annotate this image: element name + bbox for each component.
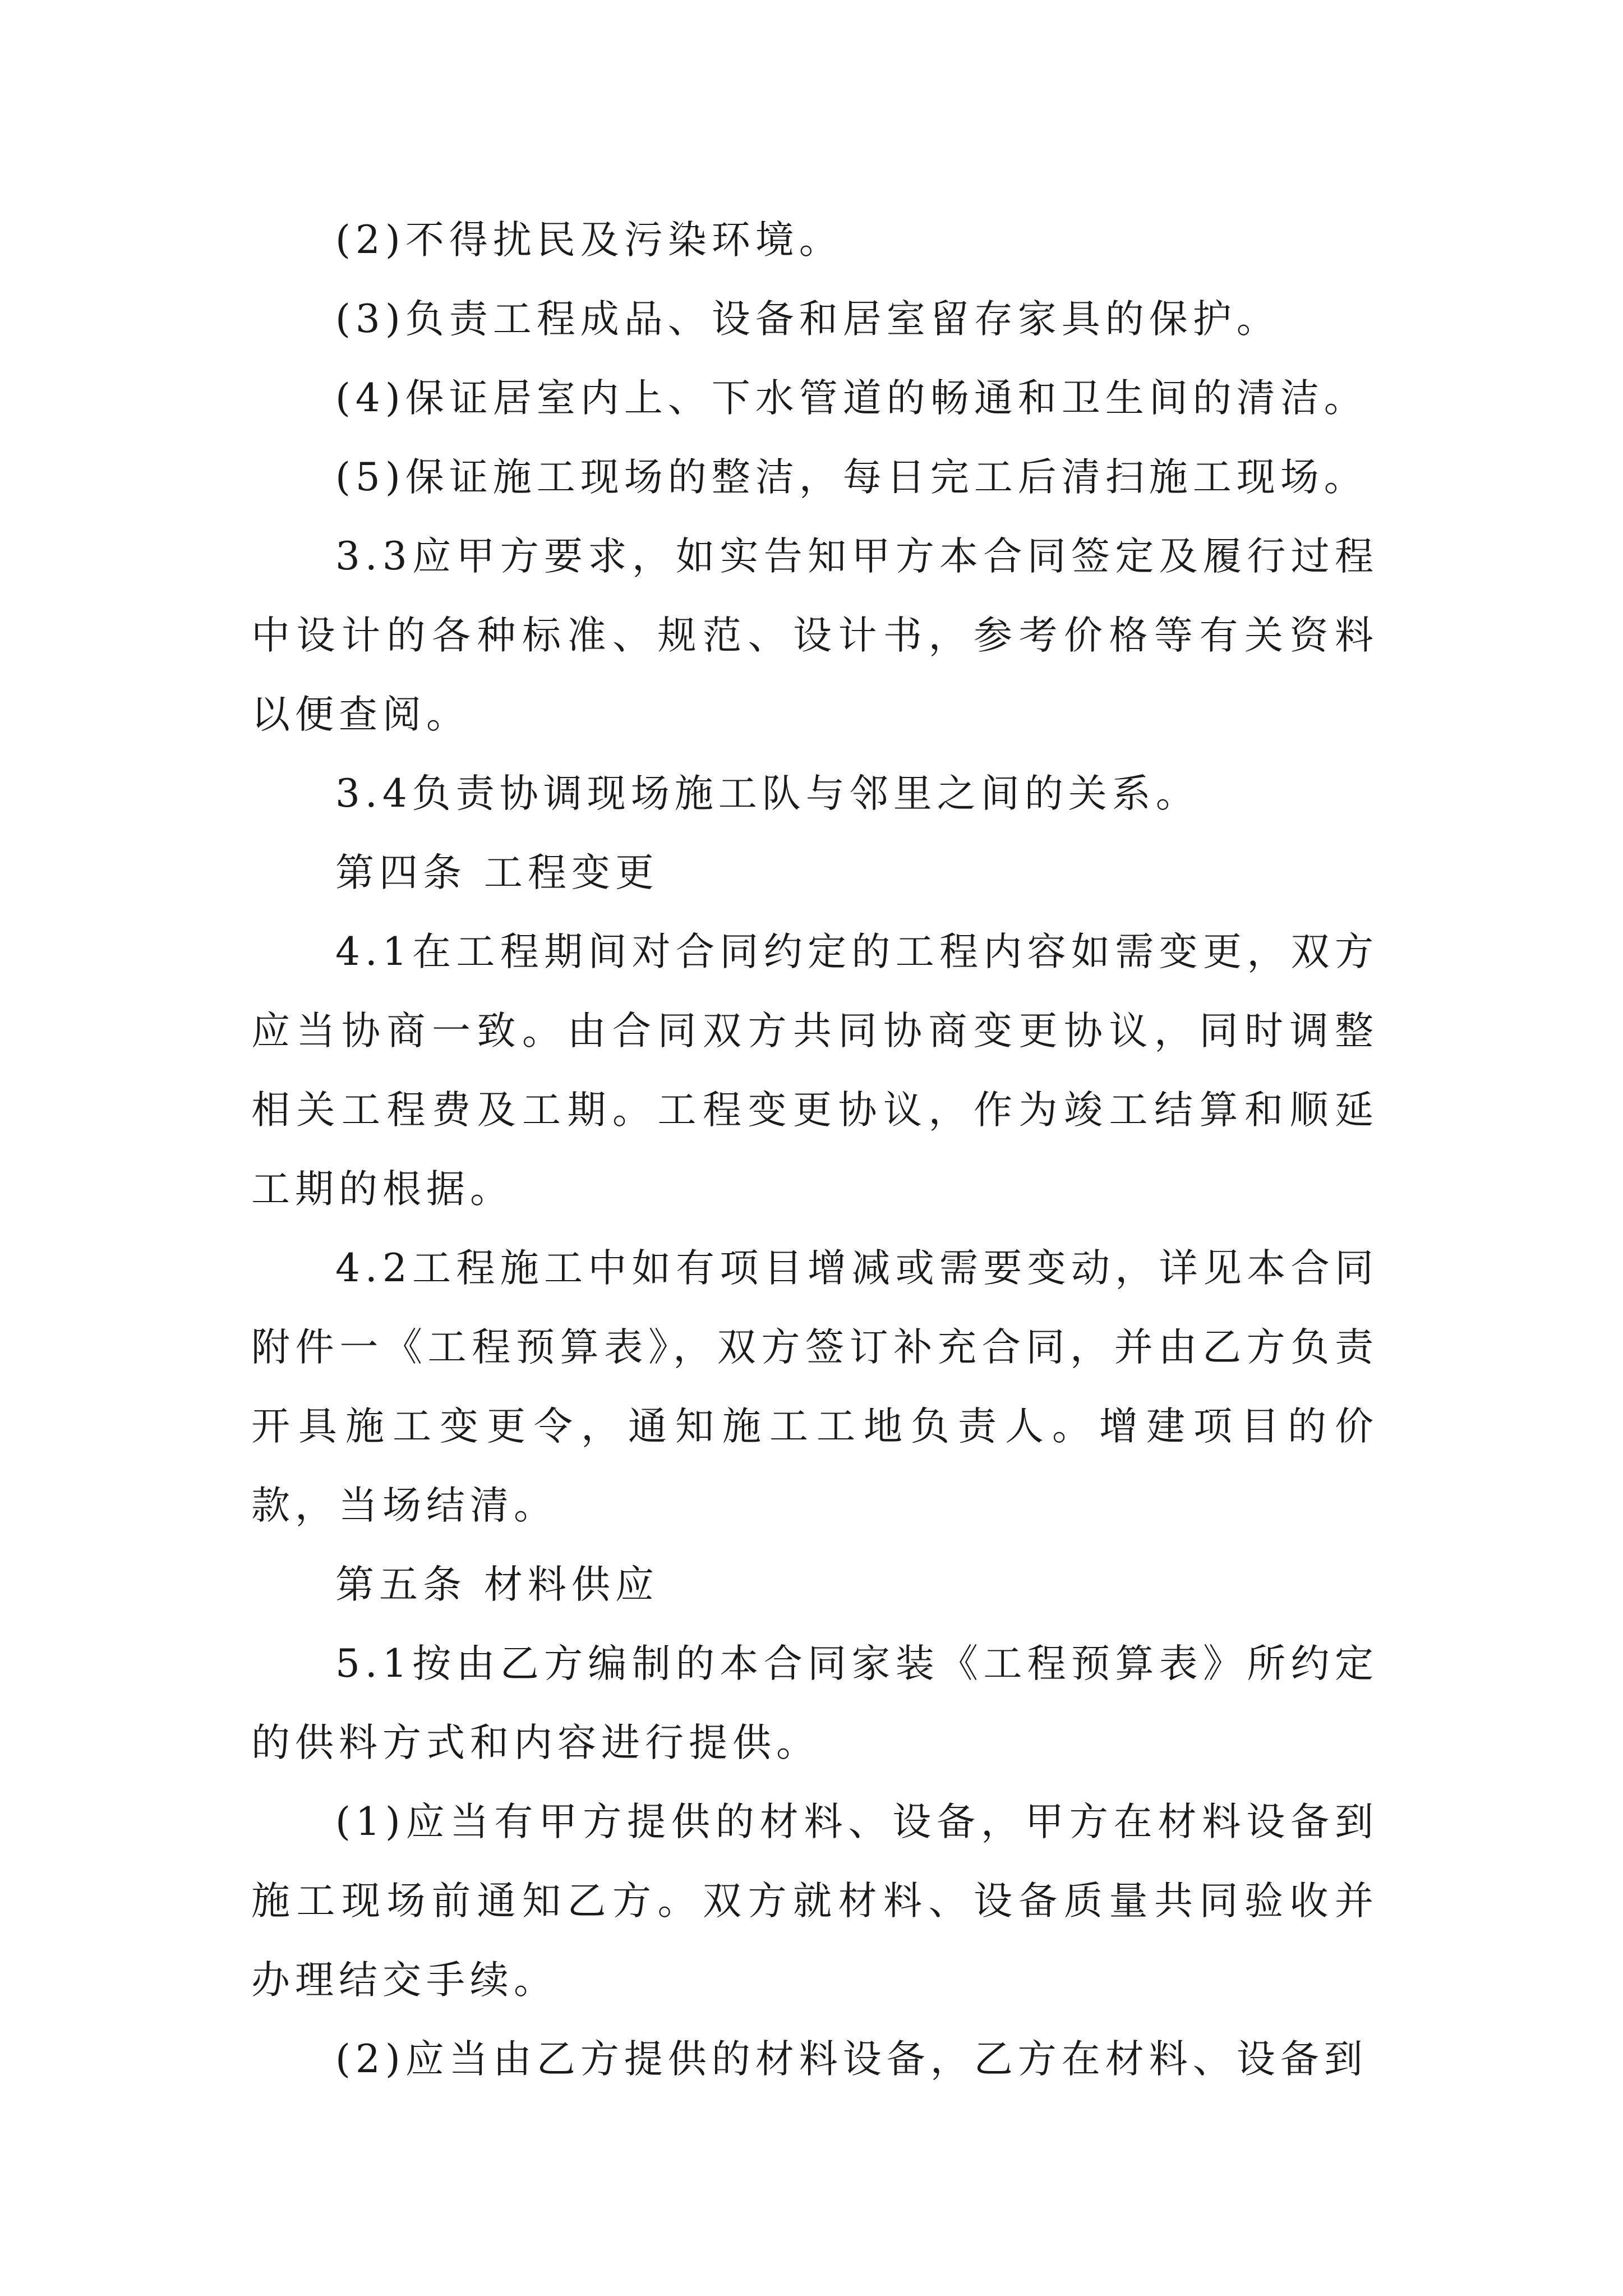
clause-4-2: 4.2工程施工中如有项目增减或需要变动，详见本合同附件一《工程预算表》，双方签订补充合同，并由乙方负责开具施工变更令，通知施工工地负责人。增建项目的价款，当场结清。: [251, 1246, 1378, 1528]
article-5-heading: 第五条 材料供应: [335, 1562, 659, 1607]
clause-4-1: 4.1在工程期间对合同约定的工程内容如需变更，双方应当协商一致。由合同双方共同协商变更协议，同时调整相关工程费及工期。工程变更协议，作为竣工结算和顺延工期的根据。: [251, 930, 1378, 1212]
item-2-no-disturbance: (2)不得扰民及污染环境。: [335, 218, 843, 263]
article-4-heading: 第四条 工程变更: [335, 850, 659, 895]
clause-3-3: 3.3应甲方要求，如实告知甲方本合同签定及履行过程中设计的各种标准、规范、设计书，参考价格等有关资料以便查阅。: [251, 534, 1378, 737]
item-4-pipes: (4)保证居室内上、下水管道的畅通和卫生间的清洁。: [335, 376, 1368, 421]
clause-3-4: 3.4负责协调现场施工队与邻里之间的关系。: [335, 771, 1200, 816]
item-5-cleanliness: (5)保证施工现场的整洁，每日完工后清扫施工现场。: [335, 455, 1368, 500]
document-body: [251, 201, 1378, 2099]
item-3-protection: (3)负责工程成品、设备和居室留存家具的保护。: [335, 297, 1280, 342]
clause-5-1: 5.1按由乙方编制的本合同家装《工程预算表》所约定的供料方式和内容进行提供。: [251, 1641, 1378, 1765]
item-1-party-a-materials: (1)应当有甲方提供的材料、设备，甲方在材料设备到施工现场前通知乙方。双方就材料、设备质量共同验收并办理结交手续。: [251, 1800, 1378, 2003]
item-2-party-b-materials: (2)应当由乙方提供的材料设备，乙方在材料、设备到: [335, 2037, 1368, 2082]
